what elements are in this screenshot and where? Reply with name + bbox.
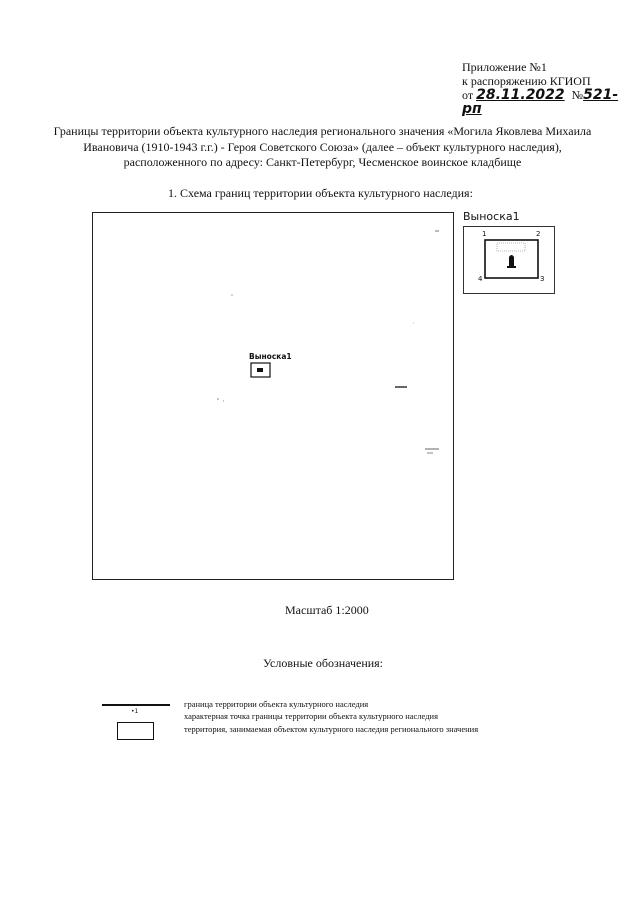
legend-point-symbol: •1 <box>131 708 139 715</box>
legend-item-area: территория, занимаемая объектом культурного наследия регионального значения <box>184 724 479 734</box>
callout-inscription <box>497 243 525 251</box>
callout-canvas <box>464 227 554 293</box>
annex-date: 28.11.2022 <box>476 87 565 103</box>
callout-title: Выноска1 <box>463 210 520 223</box>
callout-frame <box>463 226 555 294</box>
callout-point-4: 4 <box>478 275 483 283</box>
callout-point-3: 3 <box>540 275 545 283</box>
legend-item-boundary: граница территории объекта культурного наследия <box>184 699 369 709</box>
document-title: Границы территории объекта культурного наследия регионального значения «Могила Яковлева Михаила Ивановича (1910-1943 г.г.) - Героя Советского Союза» (далее – объект культурного наследия), расположенного по адресу: Санкт-Петербург, Чесменское воинское кладбище <box>53 124 592 169</box>
annex-number: 521-рп <box>462 87 619 117</box>
annex-from-label: от <box>462 88 474 102</box>
annex-line-3 <box>462 88 632 116</box>
map-object-mark <box>257 368 263 372</box>
map-scale: Масштаб 1:2000 <box>285 603 369 617</box>
monument-base <box>507 266 516 268</box>
annex-number-label: № <box>571 88 584 102</box>
legend-line-symbol <box>102 704 170 706</box>
callout-point-1: 1 <box>482 230 487 238</box>
legend-item-point: характерная точка границы территории объекта культурного наследия <box>184 711 438 721</box>
section-heading: 1. Схема границ территории объекта культурного наследия: <box>168 186 473 200</box>
annex-line-2: к распоряжению КГИОП <box>462 74 591 88</box>
legend-area-symbol <box>117 722 154 740</box>
map-canvas <box>93 213 453 579</box>
map-frame <box>92 212 454 580</box>
annex-block <box>462 60 632 116</box>
legend-title: Условные обозначения: <box>263 656 384 670</box>
map-callout-label: Выноска1 <box>249 352 292 361</box>
monument-icon <box>509 255 514 267</box>
callout-point-2: 2 <box>536 230 541 238</box>
annex-line-1: Приложение №1 <box>462 60 547 74</box>
